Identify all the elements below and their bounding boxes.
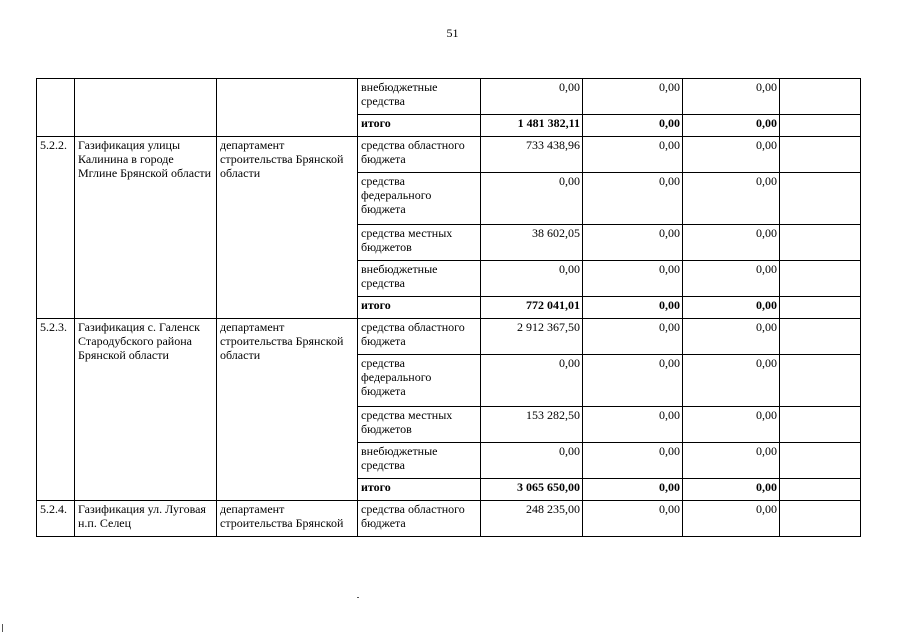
amount-year-2: 0,00 (583, 501, 683, 537)
amount-year-3: 0,00 (683, 501, 780, 537)
responsible-department: департамент строительства Брянской области (217, 319, 358, 501)
amount-year-2: 0,00 (583, 297, 683, 319)
empty-cell (780, 225, 861, 261)
responsible-department: департамент строительства Брянской области (217, 137, 358, 319)
funding-source: внебюджетные средства (358, 443, 481, 479)
amount-year-3: 0,00 (683, 173, 780, 225)
empty-cell (780, 355, 861, 407)
funding-source: средства областного бюджета (358, 501, 481, 537)
table-row (37, 319, 861, 355)
idx-cell (37, 79, 75, 137)
amount-year-3: 0,00 (683, 137, 780, 173)
amount-year-3: 0,00 (683, 261, 780, 297)
amount-year-2: 0,00 (583, 225, 683, 261)
amount-year-1: 38 602,05 (481, 225, 583, 261)
amount-year-1: 0,00 (481, 443, 583, 479)
funding-source: итого (358, 297, 481, 319)
responsible-department: департамент строительства Брянской (217, 501, 358, 537)
amount-year-3: 0,00 (683, 355, 780, 407)
amount-year-3: 0,00 (683, 225, 780, 261)
item-number: 5.2.2. (37, 137, 75, 319)
funding-source: средства областного бюджета (358, 319, 481, 355)
funding-source: средства областного бюджета (358, 137, 481, 173)
empty-cell (780, 173, 861, 225)
funding-source: средства местных бюджетов (358, 407, 481, 443)
funding-source: внебюджетные средства (358, 261, 481, 297)
funding-source: средства федерального бюджета (358, 355, 481, 407)
empty-cell (780, 319, 861, 355)
amount-year-2: 0,00 (583, 115, 683, 137)
funding-source: средства федерального бюджета (358, 173, 481, 225)
amount-year-2: 0,00 (583, 137, 683, 173)
empty-cell (780, 407, 861, 443)
amount-year-3: 0,00 (683, 319, 780, 355)
amount-year-3: 0,00 (683, 297, 780, 319)
scan-mark (2, 624, 3, 632)
item-name: Газификация с. Галенск Стародубского района Брянской области (75, 319, 217, 501)
amount-year-3: 0,00 (683, 479, 780, 501)
amount-year-2: 0,00 (583, 261, 683, 297)
amount-year-2: 0,00 (583, 355, 683, 407)
dept-cell (217, 79, 358, 137)
amount-year-1: 733 438,96 (481, 137, 583, 173)
item-number: 5.2.3. (37, 319, 75, 501)
empty-cell (780, 115, 861, 137)
table-row (37, 79, 861, 115)
amount-year-2: 0,00 (583, 173, 683, 225)
scan-dot (357, 597, 359, 598)
budget-table (36, 78, 861, 537)
item-number: 5.2.4. (37, 501, 75, 537)
amount-year-1: 153 282,50 (481, 407, 583, 443)
table-row (37, 137, 861, 173)
amount-year-1: 2 912 367,50 (481, 319, 583, 355)
empty-cell (780, 297, 861, 319)
amount-year-3: 0,00 (683, 79, 780, 115)
amount-year-2: 0,00 (583, 319, 683, 355)
page-number: 51 (446, 26, 459, 40)
amount-year-2: 0,00 (583, 407, 683, 443)
amount-year-1: 248 235,00 (481, 501, 583, 537)
amount-year-1: 0,00 (481, 79, 583, 115)
table-row (37, 501, 861, 537)
amount-year-1: 772 041,01 (481, 297, 583, 319)
amount-year-1: 3 065 650,00 (481, 479, 583, 501)
amount-year-2: 0,00 (583, 479, 683, 501)
name-cell (75, 79, 217, 137)
funding-source: средства местных бюджетов (358, 225, 481, 261)
empty-cell (780, 261, 861, 297)
funding-source: итого (358, 115, 481, 137)
funding-source: итого (358, 479, 481, 501)
amount-year-3: 0,00 (683, 407, 780, 443)
funding-source: внебюджетные средства (358, 79, 481, 115)
amount-year-2: 0,00 (583, 443, 683, 479)
empty-cell (780, 443, 861, 479)
item-name: Газификация улицы Калинина в городе Мглине Брянской области (75, 137, 217, 319)
item-name: Газификация ул. Луговая н.п. Селец (75, 501, 217, 537)
amount-year-3: 0,00 (683, 443, 780, 479)
amount-year-2: 0,00 (583, 79, 683, 115)
empty-cell (780, 137, 861, 173)
empty-cell (780, 501, 861, 537)
empty-cell (780, 479, 861, 501)
amount-year-1: 1 481 382,11 (481, 115, 583, 137)
amount-year-1: 0,00 (481, 261, 583, 297)
table-body (37, 79, 861, 537)
amount-year-3: 0,00 (683, 115, 780, 137)
empty-cell (780, 79, 861, 115)
amount-year-1: 0,00 (481, 355, 583, 407)
amount-year-1: 0,00 (481, 173, 583, 225)
